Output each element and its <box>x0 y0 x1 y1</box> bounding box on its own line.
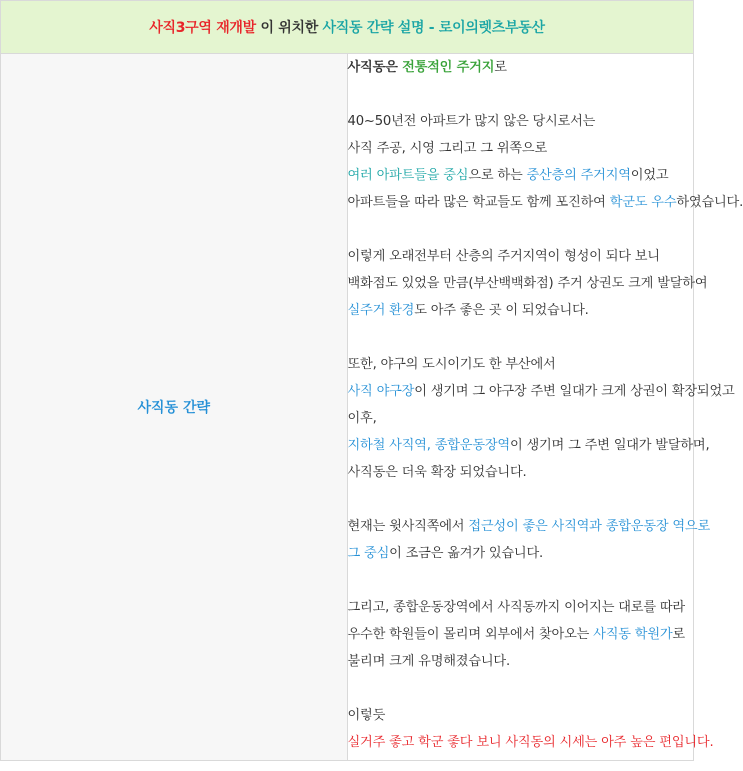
intro-text: 사직동은 <box>347 60 403 75</box>
paragraph-line: 이렇게 오래전부터 산층의 주거지역이 형성이 되다 보니 <box>347 249 660 264</box>
paragraph-line <box>348 297 694 324</box>
paragraph-line: 이렇듯 <box>347 708 386 723</box>
paragraph-line <box>347 513 711 540</box>
plain-text: 현재는 윗사직쪽에서 <box>347 519 469 534</box>
plain-text: 로 불리며 크게 유명해졌습니다. <box>347 627 685 669</box>
header-highlight-red: 사직3구역 재개발 <box>149 20 256 36</box>
header-connector: 이 위치한 <box>255 20 323 36</box>
plain-text: 이 조금은 옮겨가 있습니다. <box>389 546 544 561</box>
plain-text: 하였습니다. <box>676 195 743 210</box>
row-label <box>1 54 348 761</box>
row-label-text: 사직동 간략 <box>137 400 210 416</box>
intro-line <box>348 54 694 81</box>
intro-suffix: 로 <box>494 60 507 75</box>
highlight-text: 중산층의 주거지역 <box>526 168 631 183</box>
highlight-text: 실주거 환경 <box>347 303 415 318</box>
paragraph-line: 사직 주공, 시영 그리고 그 위쪽으로 <box>347 141 547 156</box>
description-cell <box>347 54 743 761</box>
paragraph-line <box>347 189 743 216</box>
header-title: 사직동 간략 설명 - 로이의렛츠부동산 <box>322 20 545 36</box>
plain-text: 이 생기며 그 야구장 주변 일대가 크게 상권이 확장되었고 <box>414 384 735 399</box>
paragraph-line: 백화점도 있었을 만큼(부산백백화점) 주거 상권도 크게 발달하여 <box>347 276 708 291</box>
paragraph-line: 또한, 야구의 도시이기도 한 부산에서 <box>347 357 556 372</box>
highlight-text: 학군도 우수 <box>609 195 677 210</box>
highlight-text: 지하철 사직역, 종합운동장역 <box>347 438 510 453</box>
paragraph-line: 40~50년전 아파트가 많지 않은 당시로서는 <box>347 114 596 129</box>
paragraph-line: 이후, <box>347 411 377 426</box>
paragraph-line: 사직동은 더욱 확장 되었습니다. <box>347 465 527 480</box>
paragraph-line <box>347 432 710 459</box>
plain-text: 이었고 <box>630 168 669 183</box>
paragraph-line <box>347 378 735 405</box>
paragraph-line <box>348 621 694 675</box>
paragraph-line <box>348 540 694 567</box>
plain-text: 우수한 학원들이 몰리며 외부에서 찾아오는 <box>347 627 594 642</box>
paragraph-line <box>348 162 694 189</box>
paragraph-line: 그리고, 종합운동장역에서 사직동까지 이어지는 대로를 따라 <box>347 600 685 615</box>
plain-text: 이 생기며 그 주변 일대가 발달하며, <box>509 438 710 453</box>
plain-text: 도 아주 좋은 곳 이 되었습니다. <box>414 303 589 318</box>
plain-text: 아파트들을 따라 많은 학교들도 함께 포진하여 <box>347 195 610 210</box>
highlight-text: 접근성이 좋은 사직역과 종합운동장 역으로 <box>468 519 711 534</box>
table-header <box>1 1 694 54</box>
highlight-text: 여러 아파트들을 중심 <box>347 168 469 183</box>
plain-text: 으로 하는 <box>468 168 527 183</box>
intro-highlight: 전통적인 주거지 <box>402 60 495 75</box>
highlight-text: 사직동 학원가 <box>593 627 673 642</box>
highlight-text: 그 중심 <box>347 546 390 561</box>
highlight-text: 사직 야구장 <box>347 384 415 399</box>
conclusion-line: 실거주 좋고 학군 좋다 보니 사직동의 시세는 아주 높은 편입니다. <box>347 735 714 750</box>
